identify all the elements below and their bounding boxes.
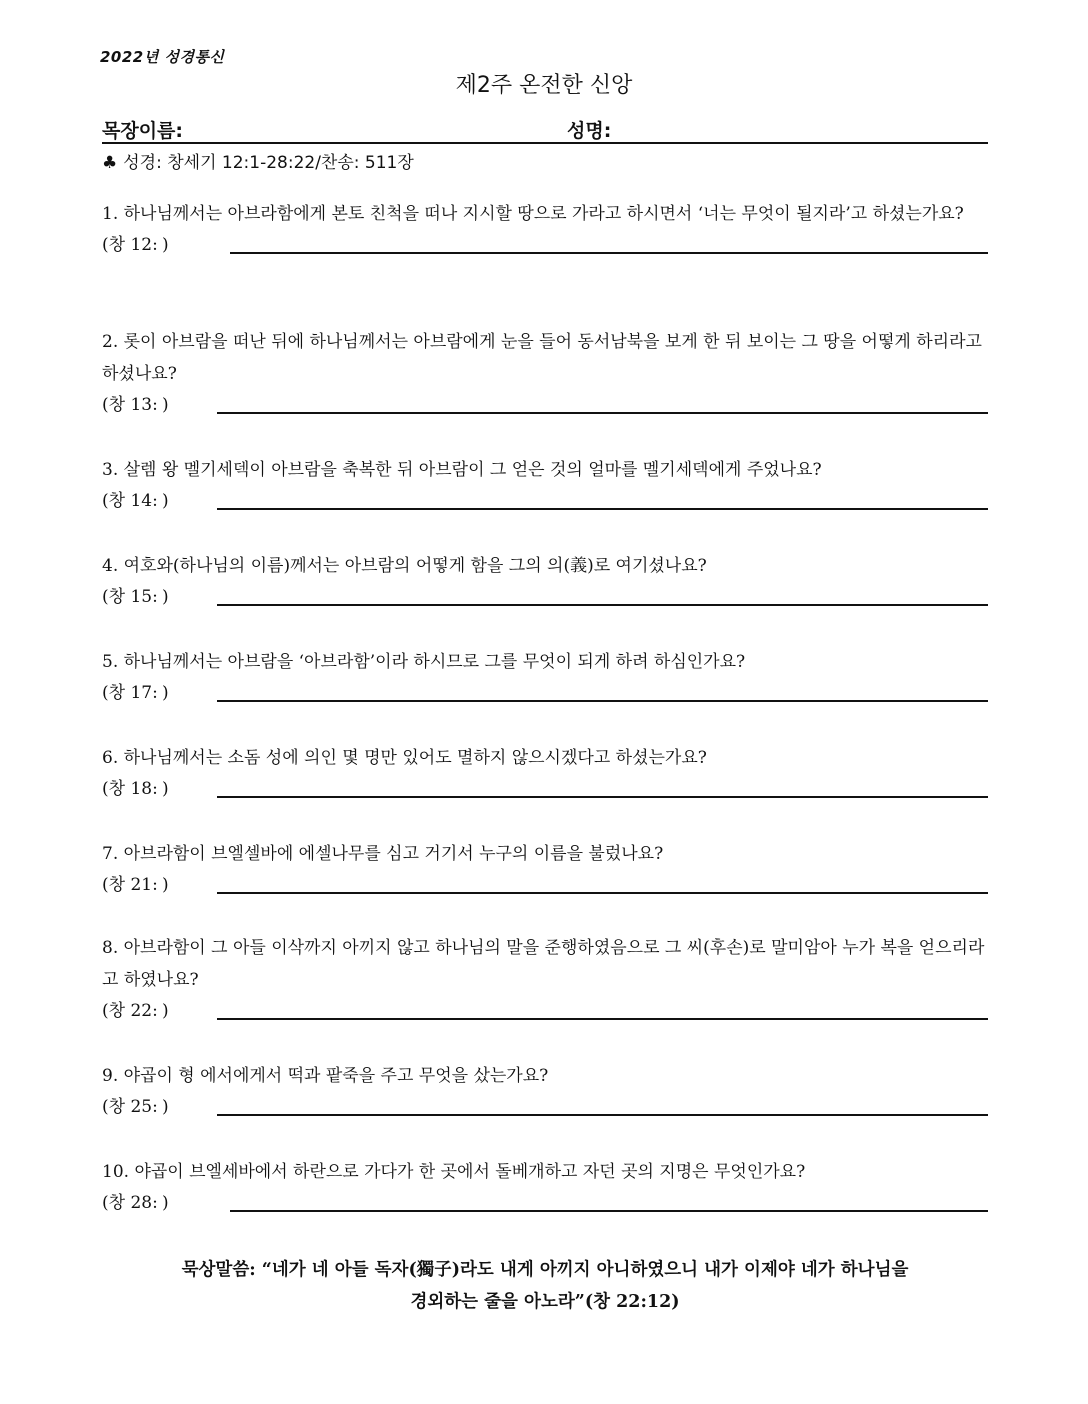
question-9 — [102, 1060, 988, 1118]
reference-label: (창 28: ) — [102, 1193, 169, 1213]
reference-label: (창 14: ) — [102, 491, 169, 511]
answer-line[interactable] — [217, 604, 988, 606]
question-text: 3. 살렘 왕 멜기세덱이 아브람을 축복한 뒤 아브람이 그 얻은 것의 얼마를 멜기세덱에게 주었나요? — [102, 460, 822, 480]
name-row — [102, 114, 988, 144]
answer-line[interactable] — [217, 508, 988, 510]
question-8 — [102, 932, 988, 1022]
reference-label: (창 21: ) — [102, 875, 169, 895]
question-text: 5. 하나님께서는 아브람을 ‘아브라함’이라 하시므로 그를 무엇이 되게 하려 하심인가요? — [102, 652, 746, 672]
question-2 — [102, 326, 988, 416]
answer-line[interactable] — [217, 1114, 988, 1116]
answer-row — [102, 870, 988, 896]
club-icon: ♣ — [102, 153, 118, 173]
answer-row — [102, 486, 988, 512]
memory-verse-line-1: 묵상말씀: “네가 네 아들 독자(獨子)라도 내게 아끼지 아니하였으니 내가 이제야 네가 하나님을 — [181, 1260, 909, 1280]
memory-verse-line-2: 경외하는 줄을 아노라”(창 22:12) — [410, 1292, 680, 1312]
answer-line[interactable] — [217, 796, 988, 798]
answer-row — [102, 230, 988, 256]
answer-line[interactable] — [217, 892, 988, 894]
question-3 — [102, 454, 988, 512]
answer-row — [102, 390, 988, 416]
header-tag: 2022년 성경통신 — [100, 48, 225, 66]
question-text: 8. 아브라함이 그 아들 이삭까지 아끼지 않고 하나님의 말을 준행하였음으로 그 씨(후손)로 말미암아 누가 복을 얻으리라고 하였나요? — [102, 938, 985, 990]
question-7 — [102, 838, 988, 896]
question-text: 4. 여호와(하나님의 이름)께서는 아브람의 어떻게 함을 그의 의(義)로 여기셨나요? — [102, 556, 707, 576]
answer-row — [102, 678, 988, 704]
reference-label: (창 22: ) — [102, 1001, 169, 1021]
reference-label: (창 15: ) — [102, 587, 169, 607]
answer-row — [102, 996, 988, 1022]
answer-row — [102, 1092, 988, 1118]
question-text: 6. 하나님께서는 소돔 성에 의인 몇 명만 있어도 멸하지 않으시겠다고 하셨는가요? — [102, 748, 707, 768]
scripture-info — [102, 148, 414, 173]
answer-line[interactable] — [230, 252, 988, 254]
person-name-label: 성명: — [567, 120, 612, 142]
question-text: 1. 하나님께서는 아브라함에게 본토 친척을 떠나 지시할 땅으로 가라고 하시면서 ‘너는 무엇이 될지라’고 하셨는가요? — [102, 204, 964, 224]
question-10 — [102, 1156, 988, 1214]
scripture-text: 성경: 창세기 12:1-28:22/찬송: 511장 — [123, 153, 414, 173]
question-text: 9. 야곱이 형 에서에게서 떡과 팥죽을 주고 무엇을 샀는가요? — [102, 1066, 549, 1086]
reference-label: (창 25: ) — [102, 1097, 169, 1117]
answer-line[interactable] — [217, 1018, 988, 1020]
question-text: 7. 아브라함이 브엘셀바에 에셀나무를 심고 거기서 누구의 이름을 불렀나요? — [102, 844, 664, 864]
question-4 — [102, 550, 988, 608]
question-text: 2. 롯이 아브람을 떠난 뒤에 하나님께서는 아브람에게 눈을 들어 동서남북을 보게 한 뒤 보이는 그 땅을 어떻게 하리라고 하셨나요? — [102, 332, 982, 384]
answer-row — [102, 582, 988, 608]
answer-row — [102, 1188, 988, 1214]
memory-verse — [102, 1254, 988, 1318]
question-5 — [102, 646, 988, 704]
question-6 — [102, 742, 988, 800]
reference-label: (창 12: ) — [102, 235, 169, 255]
question-1 — [102, 198, 988, 256]
question-text: 10. 야곱이 브엘세바에서 하란으로 가다가 한 곳에서 돌베개하고 자던 곳의 지명은 무엇인가요? — [102, 1162, 806, 1182]
page-title: 제2주 온전한 신앙 — [455, 73, 633, 98]
reference-label: (창 18: ) — [102, 779, 169, 799]
answer-line[interactable] — [217, 412, 988, 414]
reference-label: (창 13: ) — [102, 395, 169, 415]
reference-label: (창 17: ) — [102, 683, 169, 703]
answer-line[interactable] — [217, 700, 988, 702]
group-name-label: 목장이름: — [102, 120, 184, 142]
answer-row — [102, 774, 988, 800]
answer-line[interactable] — [230, 1210, 988, 1212]
